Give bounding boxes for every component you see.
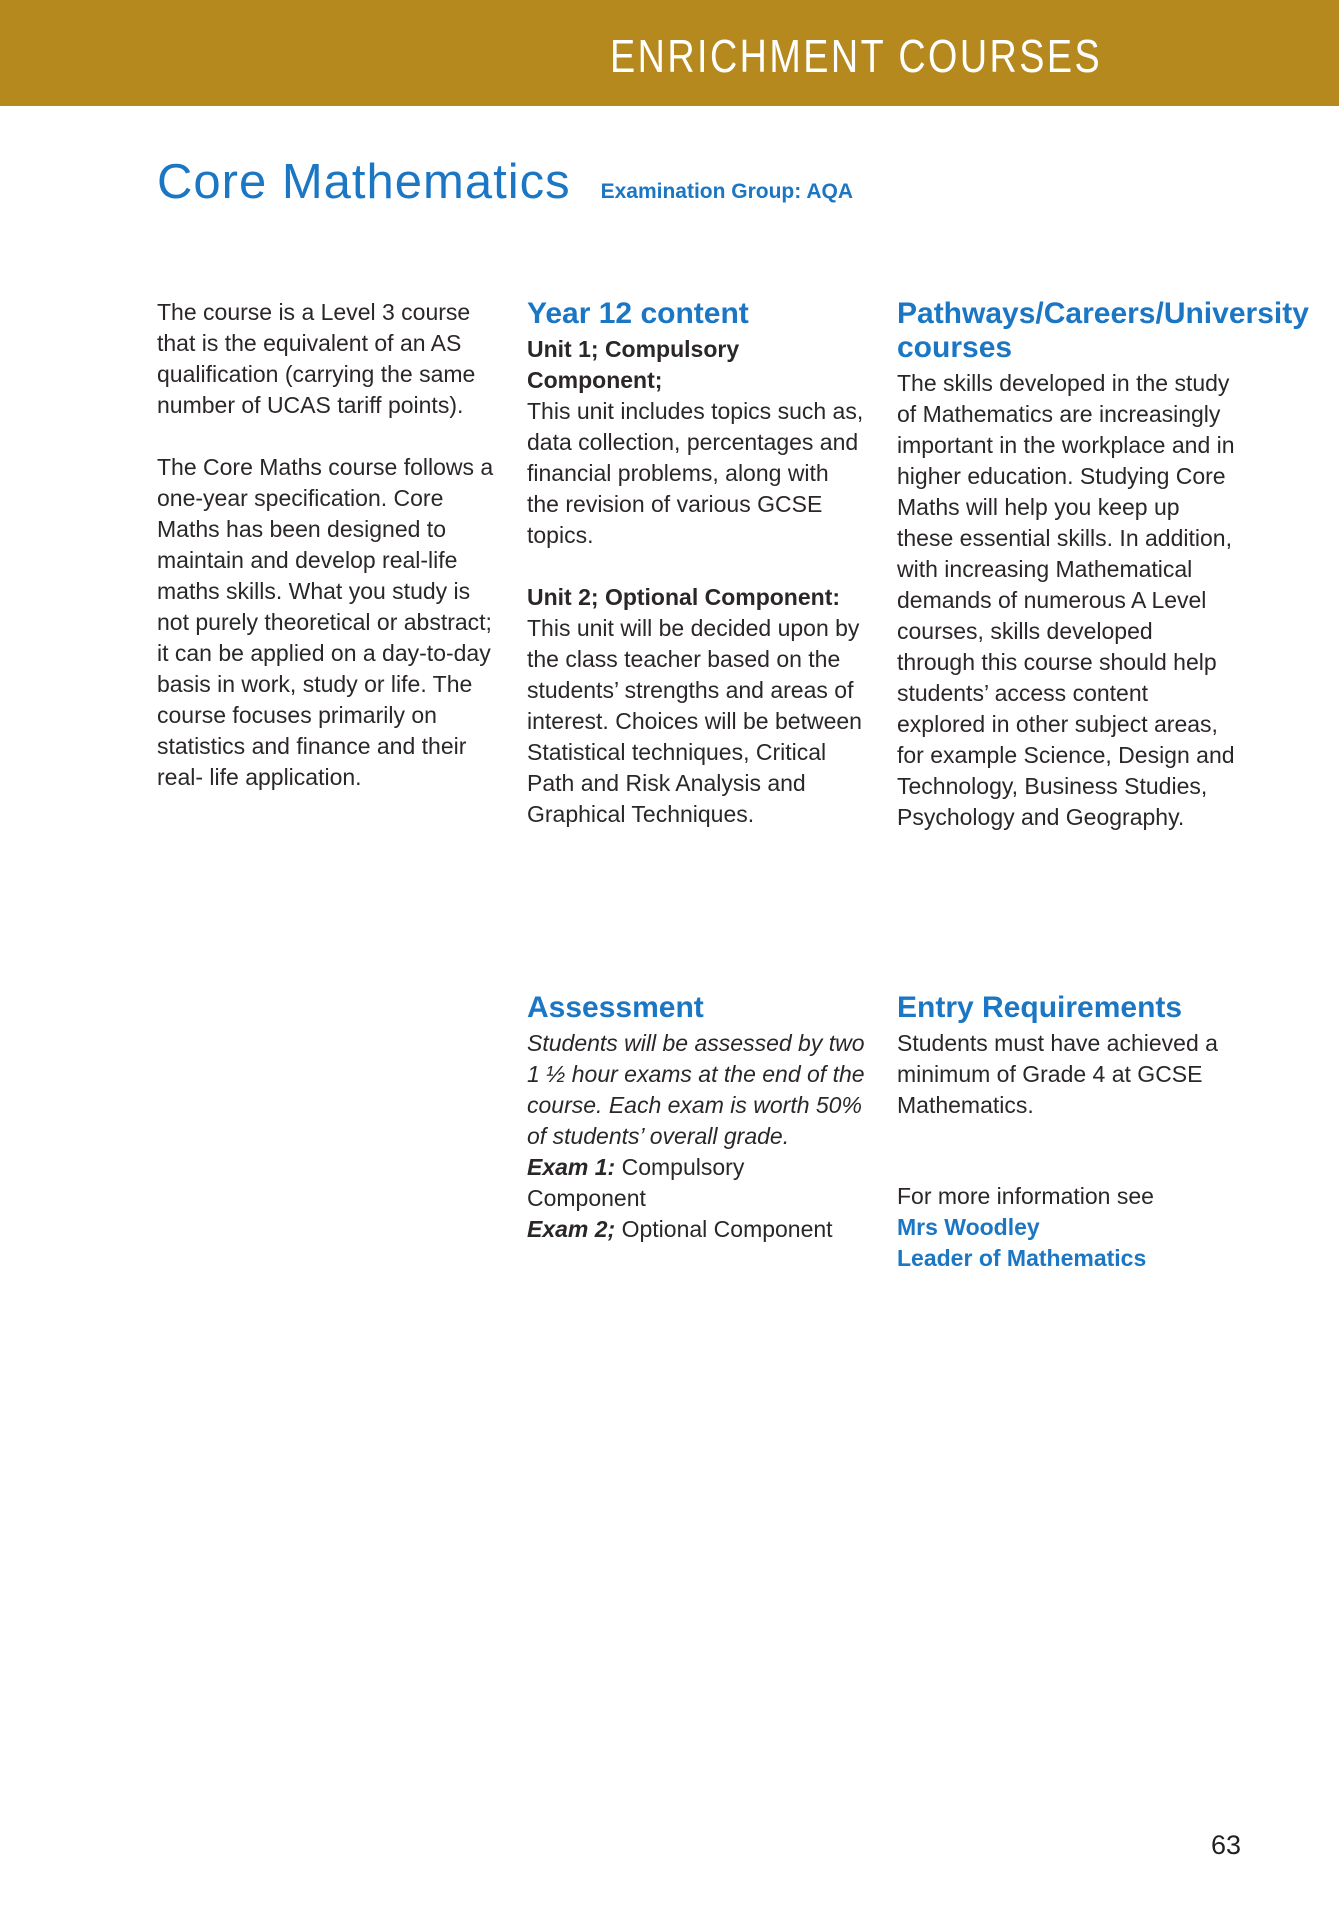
exam1-text: Compulsory Component	[527, 1154, 745, 1211]
entry-requirements-body: Students must have achieved a minimum of Grade 4 at GCSE Mathematics.	[897, 1030, 1218, 1118]
unit2-body: This unit will be decided upon by the class teacher based on the students’ strengths and areas of interest. Choices will be between Statistical techniques, Critical Path and Risk Analysis and Graphical Techniques.	[527, 615, 862, 827]
unit1-body: This unit includes topics such as, data collection, percentages and financial problems, along with the revision of various GCSE topics.	[527, 398, 864, 548]
header-banner	[0, 0, 1339, 106]
unit2-title: Unit 2; Optional Component:	[527, 584, 841, 610]
pathways-column	[897, 297, 1309, 833]
page-number: 63	[1211, 1830, 1242, 1860]
page-title: Core Mathematics	[157, 155, 571, 209]
entry-requirements-heading: Entry Requirements	[897, 991, 1183, 1024]
more-info-text: For more information see	[897, 1183, 1154, 1209]
exam2-label: Exam 2;	[527, 1216, 616, 1242]
assessment-heading: Assessment	[527, 991, 704, 1024]
intro-paragraph-2: The Core Maths course follows a one-year specification. Core Maths has been designed to maintain and develop real-life maths skills. What you study is not purely theoretical or abstract; it can be applied on a day-to-day basis in work, study or life. The course focuses primarily on statistics and finance and their real- life application.	[157, 454, 494, 790]
title-row	[157, 155, 853, 209]
contact-role: Leader of Mathematics	[897, 1245, 1147, 1271]
exam2-text: Optional Component	[621, 1216, 833, 1242]
pathways-heading: Pathways/Careers/University courses	[897, 297, 1309, 364]
intro-paragraph-1: The course is a Level 3 course that is the equivalent of an AS qualification (carrying the same number of UCAS tariff points).	[157, 299, 476, 418]
exam1-line	[527, 1152, 867, 1214]
assessment-intro: Students will be assessed by two 1 ½ hour exams at the end of the course. Each exam is worth 50% of students’ overall grade.	[527, 1030, 865, 1149]
contact-name: Mrs Woodley	[897, 1214, 1040, 1240]
banner-title: ENRICHMENT COURSES	[609, 30, 1102, 82]
assessment-column	[527, 991, 867, 1245]
exam2-line	[527, 1214, 867, 1245]
unit1-title: Unit 1; Compulsory Component;	[527, 336, 740, 393]
year12-column	[527, 297, 867, 830]
exam-group-label: Examination Group: AQA	[600, 180, 853, 203]
entry-requirements-column	[897, 991, 1237, 1274]
year12-heading: Year 12 content	[527, 297, 749, 330]
intro-column	[157, 297, 497, 793]
exam1-label: Exam 1:	[527, 1154, 616, 1180]
pathways-body: The skills developed in the study of Mathematics are increasingly important in the workplace and in higher education. Studying Core Maths will help you keep up these essential skills. In addition, with increasing Mathematical demands of numerous A Level courses, skills developed through this course should help students’ access content explored in other subject areas, for example Science, Design and Technology, Business Studies, Psychology and Geography.	[897, 370, 1235, 830]
